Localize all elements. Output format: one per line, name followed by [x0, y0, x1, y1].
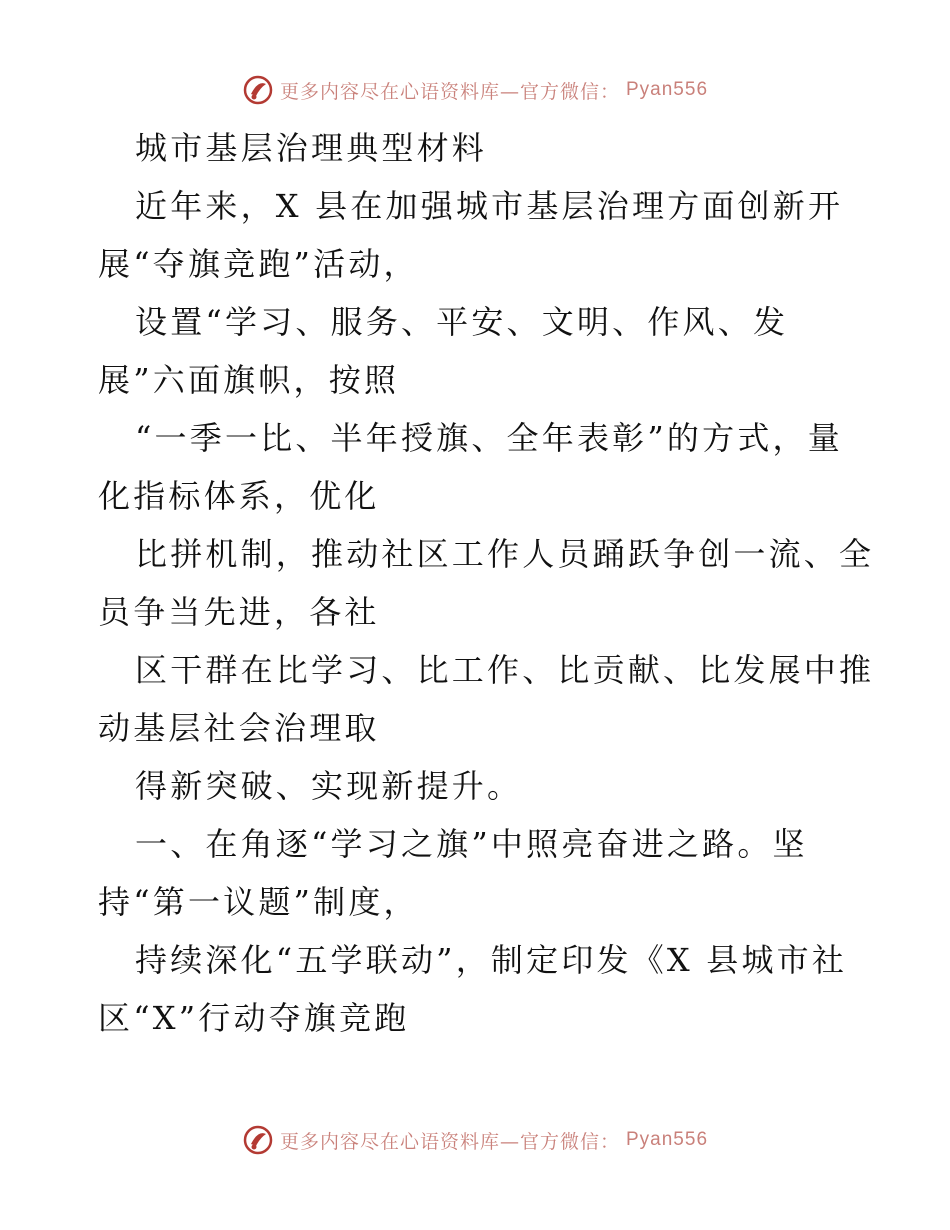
paragraph-line: 持续深化“五学联动”，制定印发《X 县城市社 [135, 941, 848, 979]
paragraph-line: 区干群在比学习、比工作、比贡献、比发展中推 [135, 651, 875, 689]
logo-icon [242, 1124, 274, 1156]
paragraph-line: 得新突破、实现新提升。 [135, 767, 523, 805]
watermark-wechat-id: Pyan556 [626, 79, 709, 100]
watermark-text: 更多内容尽在心语资料库—官方微信： [279, 80, 620, 103]
paragraph-line: 近年来，X 县在加强城市基层治理方面创新开 [135, 187, 844, 225]
paragraph-line: 持“第一议题”制度， [98, 883, 419, 921]
paragraph-line: 化指标体系，优化 [98, 477, 380, 515]
footer-watermark [0, 1120, 950, 1160]
paragraph-line: “一季一比、半年授旗、全年表彰”的方式，量 [135, 419, 843, 457]
document-title: 城市基层治理典型材料 [135, 129, 488, 167]
watermark-text: 更多内容尽在心语资料库—官方微信： [279, 1130, 620, 1153]
section-heading-line: 一、在角逐“学习之旗”中照亮奋进之路。坚 [135, 825, 808, 863]
logo-icon [242, 74, 274, 106]
header-watermark [0, 70, 950, 110]
watermark-wechat-id: Pyan556 [626, 1129, 709, 1150]
paragraph-line: 员争当先进，各社 [98, 593, 380, 631]
paragraph-line: 比拼机制，推动社区工作人员踊跃争创一流、全 [135, 535, 875, 573]
paragraph-line: 区“X”行动夺旗竞跑 [98, 999, 410, 1037]
paragraph-line: 展”六面旗帜，按照 [98, 361, 400, 399]
paragraph-line: 展“夺旗竞跑”活动， [98, 245, 419, 283]
paragraph-line: 动基层社会治理取 [98, 709, 380, 747]
paragraph-line: 设置“学习、服务、平安、文明、作风、发 [135, 303, 789, 341]
